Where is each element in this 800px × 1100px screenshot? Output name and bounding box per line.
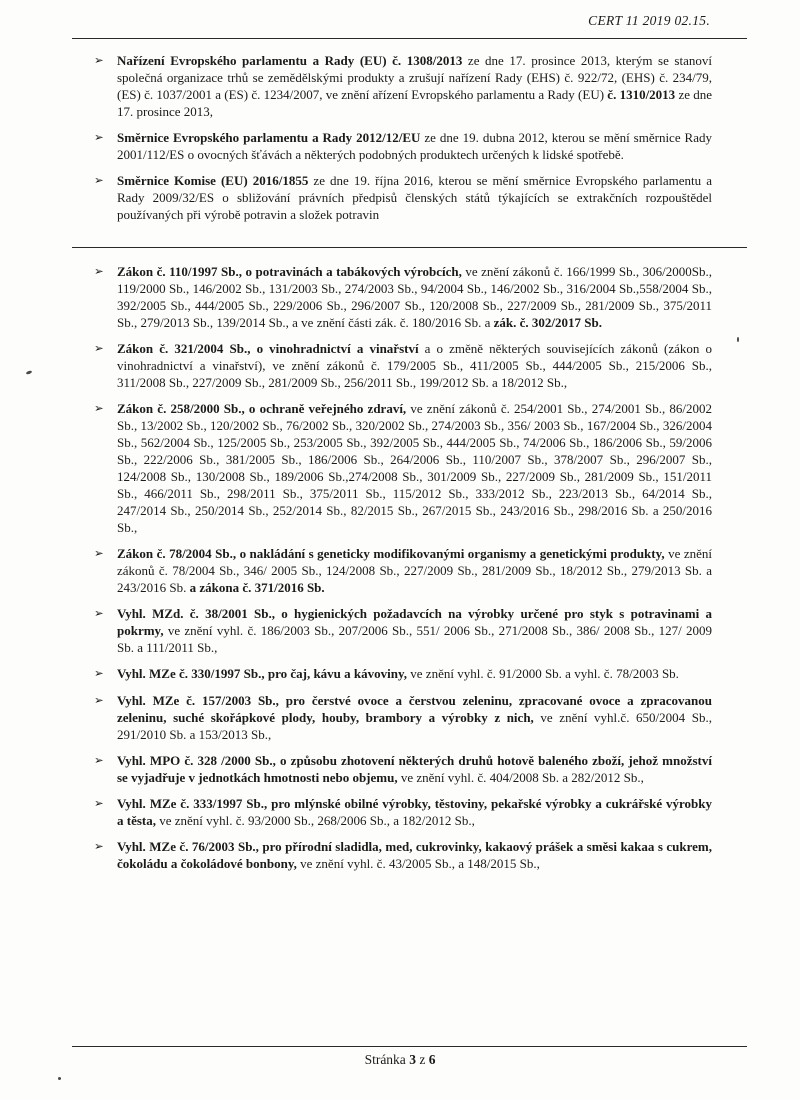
list-item-text: Vyhl. MZd. č. 38/2001 Sb., o hygienických požadavcích na výrobky určené pro styk s potravinami a pokrmy, ve znění vyhl. č. 186/2003 Sb., 207/2006 Sb., 551/ 2006 Sb., 271/2008 Sb., 386/ 2008 Sb., 127/ 2009 Sb. a 111/2011 Sb., bbox=[117, 606, 712, 655]
list-item-text: Vyhl. MPO č. 328 /2000 Sb., o způsobu zhotovení některých druhů hotově baleného zboží, jehož množství se vyjadřuje v jednotkách hmotnosti nebo objemu, ve znění vyhl. č. 404/2008 Sb. a 282/2012 Sb., bbox=[117, 753, 712, 785]
list-item bbox=[94, 263, 712, 331]
list-item-text: Vyhl. MZe č. 333/1997 Sb., pro mlýnské obilné výrobky, těstoviny, pekařské výrobky a cukrářské výrobky a těsta, ve znění vyhl. č. 93/2000 Sb., 268/2006 Sb., a 182/2012 Sb., bbox=[117, 796, 712, 828]
arrow-bullet-icon: ➢ bbox=[94, 266, 104, 278]
list-item-text: Vyhl. MZe č. 157/2003 Sb., pro čerstvé ovoce a čerstvou zeleninu, zpracované ovoce a zpracovanou zeleninu, suché skořápkové plody, houby, brambory a výrobky z nich, ve znění vyhl.č. 650/2004 Sb., 291/2010 Sb. a 153/2013 Sb., bbox=[117, 693, 712, 742]
list-item-text: Zákon č. 110/1997 Sb., o potravinách a tabákových výrobcích, ve znění zákonů č. 166/1999 Sb., 306/2000Sb., 119/2000 Sb., 146/2002 Sb., 131/2003 Sb., 274/2003 Sb., 94/2004 Sb., 146/2002 Sb., 316/2004 Sb.,558/2004 Sb., 392/2005 Sb., 444/2005 Sb., 229/2006 Sb., 296/2007 Sb., 120/2008 Sb., 227/2009 Sb., 281/2009 Sb., 375/2011 Sb., 279/2013 Sb., 139/2014 Sb., a ve znění části zák. č. 180/2016 Sb. a zák. č. 302/2017 Sb. bbox=[117, 264, 712, 330]
list-item bbox=[94, 692, 712, 743]
scan-artifact bbox=[58, 1077, 61, 1080]
list-item-text: Zákon č. 321/2004 Sb., o vinohradnictví a vinařství a o změně některých souvisejících zákonů (zákon o vinohradnictví a vinařství), ve znění zákonů č. 179/2005 Sb., 411/2005 Sb., 444/2005 Sb., 215/2006 Sb., 311/2008 Sb., 227/2009 Sb., 281/2009 Sb., 256/2011 Sb., 199/2012 Sb. a 18/2012 Sb., bbox=[117, 341, 712, 390]
list-item bbox=[94, 795, 712, 829]
list-item bbox=[94, 340, 712, 391]
list-item-text: Zákon č. 78/2004 Sb., o nakládání s geneticky modifikovanými organismy a genetickými produkty, ve znění zákonů č. 78/2004 Sb., 346/ 2005 Sb., 124/2008 Sb., 227/2009 Sb., 281/2009 Sb., 18/2012 Sb., 279/2013 Sb. a 243/2016 Sb. a zákona č. 371/2016 Sb. bbox=[117, 546, 712, 595]
list-item bbox=[94, 752, 712, 786]
list-item-text: Směrnice Komise (EU) 2016/1855 ze dne 19. října 2016, kterou se mění směrnice Evropského parlamentu a Rady 2009/32/ES o sbližování právních předpisů členských států týkajících se extrakčních rozpouštědel používaných při výrobě potravin a složek potravin bbox=[117, 173, 712, 222]
top-rule bbox=[72, 38, 747, 39]
list-item bbox=[94, 605, 712, 656]
list-item-text: Směrnice Evropského parlamentu a Rady 2012/12/EU ze dne 19. dubna 2012, kterou se mění směrnice Rady 2001/112/ES o ovocných šťávách a některých podobných produktech určených k lidské spotřebě. bbox=[117, 130, 713, 162]
arrow-bullet-icon: ➢ bbox=[94, 548, 104, 560]
arrow-bullet-icon: ➢ bbox=[94, 695, 104, 707]
eu-legislation-list bbox=[0, 43, 800, 232]
section-divider-rule bbox=[72, 247, 747, 248]
arrow-bullet-icon: ➢ bbox=[94, 343, 104, 355]
arrow-bullet-icon: ➢ bbox=[94, 608, 104, 620]
list-item bbox=[94, 838, 712, 872]
list-item-text: Vyhl. MZe č. 76/2003 Sb., pro přírodní sladidla, med, cukrovinky, kakaový prášek a směsi kakaa s cukrem, čokoládu a čokoládové bonbony, ve znění vyhl. č. 43/2005 Sb., a 148/2015 Sb., bbox=[117, 839, 712, 871]
list-item bbox=[94, 545, 712, 596]
document-footer bbox=[0, 1046, 800, 1100]
list-item bbox=[94, 52, 712, 120]
list-item-text: Zákon č. 258/2000 Sb., o ochraně veřejného zdraví, ve znění zákonů č. 254/2001 Sb., 274/2001 Sb., 86/2002 Sb., 13/2002 Sb., 120/2002 Sb., 76/2002 Sb., 320/2002 Sb., 274/2003 Sb., 356/ 2003 Sb., 167/2004 Sb., 326/2004 Sb., 562/2004 Sb., 125/2005 Sb., 253/2005 Sb., 392/2005 Sb., 444/2005 Sb., 74/2006 Sb., 186/2006 Sb., 59/2006 Sb., 222/2006 Sb., 381/2005 Sb., 186/2006 Sb., 264/2006 Sb., 110/2007 Sb., 378/2007 Sb., 296/2007 Sb., 124/2008 Sb., 130/2008 Sb., 189/2006 Sb.,274/2008 Sb., 301/2009 Sb., 227/2009 Sb., 281/2009 Sb., 151/2011 Sb., 466/2011 Sb., 298/2011 Sb., 375/2011 Sb., 115/2012 Sb., 333/2012 Sb., 223/2013 Sb., 64/2014 Sb., 247/2014 Sb., 250/2014 Sb., 252/2014 Sb., 82/2015 Sb., 267/2015 Sb., 243/2016 Sb., 298/2016 Sb. a 250/2016 Sb., bbox=[117, 401, 712, 535]
list-item-text: Nařízení Evropského parlamentu a Rady (EU) č. 1308/2013 ze dne 17. prosince 2013, kterým se stanoví společná organizace trhů se zemědělskými produkty a zrušují nařízení Rady (EHS) č. 922/72, (EHS) č. 234/79, (ES) č. 1037/2001 a (ES) č. 1234/2007, ve znění ařízení Evropského parlamentu a Rady (EU) č. 1310/2013 ze dne 17. prosince 2013, bbox=[117, 53, 713, 119]
list-item-text: Vyhl. MZe č. 330/1997 Sb., pro čaj, kávu a kávoviny, ve znění vyhl. č. 91/2000 Sb. a vyhl. č. 78/2003 Sb. bbox=[117, 666, 679, 681]
scan-artifact bbox=[737, 337, 739, 342]
arrow-bullet-icon: ➢ bbox=[94, 841, 104, 853]
list-item bbox=[94, 665, 712, 683]
arrow-bullet-icon: ➢ bbox=[94, 403, 104, 415]
list-item bbox=[94, 129, 712, 163]
footer-rule bbox=[72, 1046, 747, 1047]
list-item bbox=[94, 172, 712, 223]
arrow-bullet-icon: ➢ bbox=[94, 668, 104, 680]
page-number: Stránka 3 z 6 bbox=[364, 1052, 436, 1067]
arrow-bullet-icon: ➢ bbox=[94, 55, 104, 67]
arrow-bullet-icon: ➢ bbox=[94, 755, 104, 767]
document-header bbox=[0, 13, 710, 29]
national-legislation-list bbox=[0, 254, 800, 881]
list-item bbox=[94, 400, 712, 536]
arrow-bullet-icon: ➢ bbox=[94, 798, 104, 810]
arrow-bullet-icon: ➢ bbox=[94, 175, 104, 187]
arrow-bullet-icon: ➢ bbox=[94, 132, 104, 144]
doc-code: CERT 11 2019 02.15. bbox=[588, 13, 710, 28]
